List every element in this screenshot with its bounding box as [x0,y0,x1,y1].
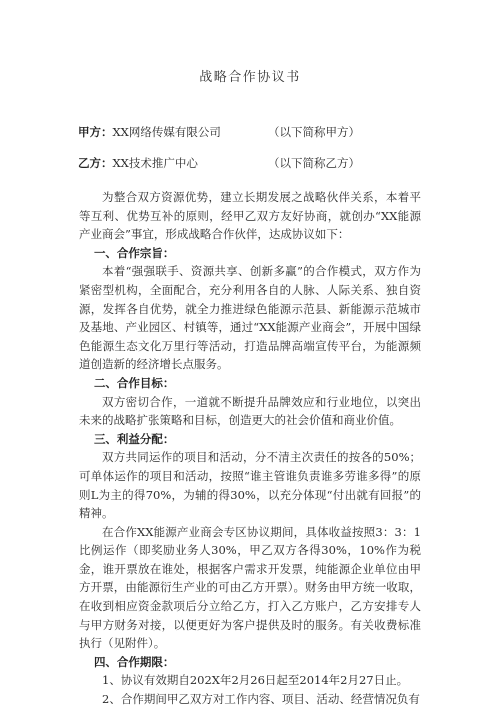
party-b-abbreviation: （以下简称乙方） [268,156,360,170]
party-b-label: 乙方： [78,156,113,170]
party-a-name: XX网络传媒有限公司 [112,125,221,139]
document-title: 战略合作协议书 [199,70,301,85]
party-a-line [78,124,360,140]
agreement-body [79,188,421,709]
section-paragraph-goal: 双方密切合作，一道就不断提升品牌效应和行业地位，以突出未来的战略扩张策略和目标，创造更大的社会价值和商业价值。 [79,394,421,428]
term-item-1: 1、协议有效期自202X年2月26日起至2014年2月27日止。 [102,673,409,688]
party-b-name: XX技术推广中心 [112,156,198,170]
intro-paragraph: 为整合双方资源优势，建立长期发展之战略伙伴关系，本着平等互利、优势互补的原则，经甲乙双方友好协商，就创办“XX能源产业商会”事宜，形成战略合作伙伴，达成协议如下： [79,190,421,242]
party-b-line [78,155,360,171]
party-a-label: 甲方： [78,125,113,139]
section-paragraph-profit-sharing-2: 在合作XX能源产业商会专区协议期间，具体收益按照3：3：1比例运作（即奖励业务人30%，甲乙双方各得30%，10%作为税金，谁开票放在谁处，根据客户需求开发票，纯能源企业单位由甲方开票，由能源衍生产业的可由乙方开票）。财务由甲方统一收取，在收到相应资金款项后分立给乙方，打入乙方账户，乙方安排专人与甲方财务对接，以便更好为客户提供及时的服务。有关收费标准执行（见附件）。 [79,524,421,651]
term-item-2: 2、合作期间甲乙双方对工作内容、项目、活动、经营情况负有 [102,692,420,707]
section-heading-purpose: 一、合作宗旨： [93,245,175,260]
section-heading-term: 四、合作期限： [93,654,175,669]
section-paragraph-profit-sharing-1: 双方共同运作的项目和活动，分不清主次责任的按各的50%；可单体运作的项目和活动，按照“谁主管谁负责谁多劳谁多得”的原则L为主的得70%，为辅的得30%，以充分体现“付出就有回报”的精神。 [79,450,421,521]
section-heading-profit-sharing: 三、利益分配： [93,431,175,446]
section-paragraph-purpose: 本着“强强联手、资源共享、创新多赢”的合作模式，双方作为紧密型机构，全面配合，充分利用各自的人脉、人际关系、独自资源，发挥各自优势，就全力推进绿色能源示范县、新能源示范城市及基地、产业园区、村镇等，通过“XX能源产业商会”，开展中国绿色能源生态文化万里行等活动，打造品牌高端宣传平台，为能源频道创造新的经济增长点服务。 [79,264,421,372]
section-heading-goal: 二、合作目标： [93,375,175,390]
party-a-abbreviation: （以下简称甲方） [268,125,360,139]
